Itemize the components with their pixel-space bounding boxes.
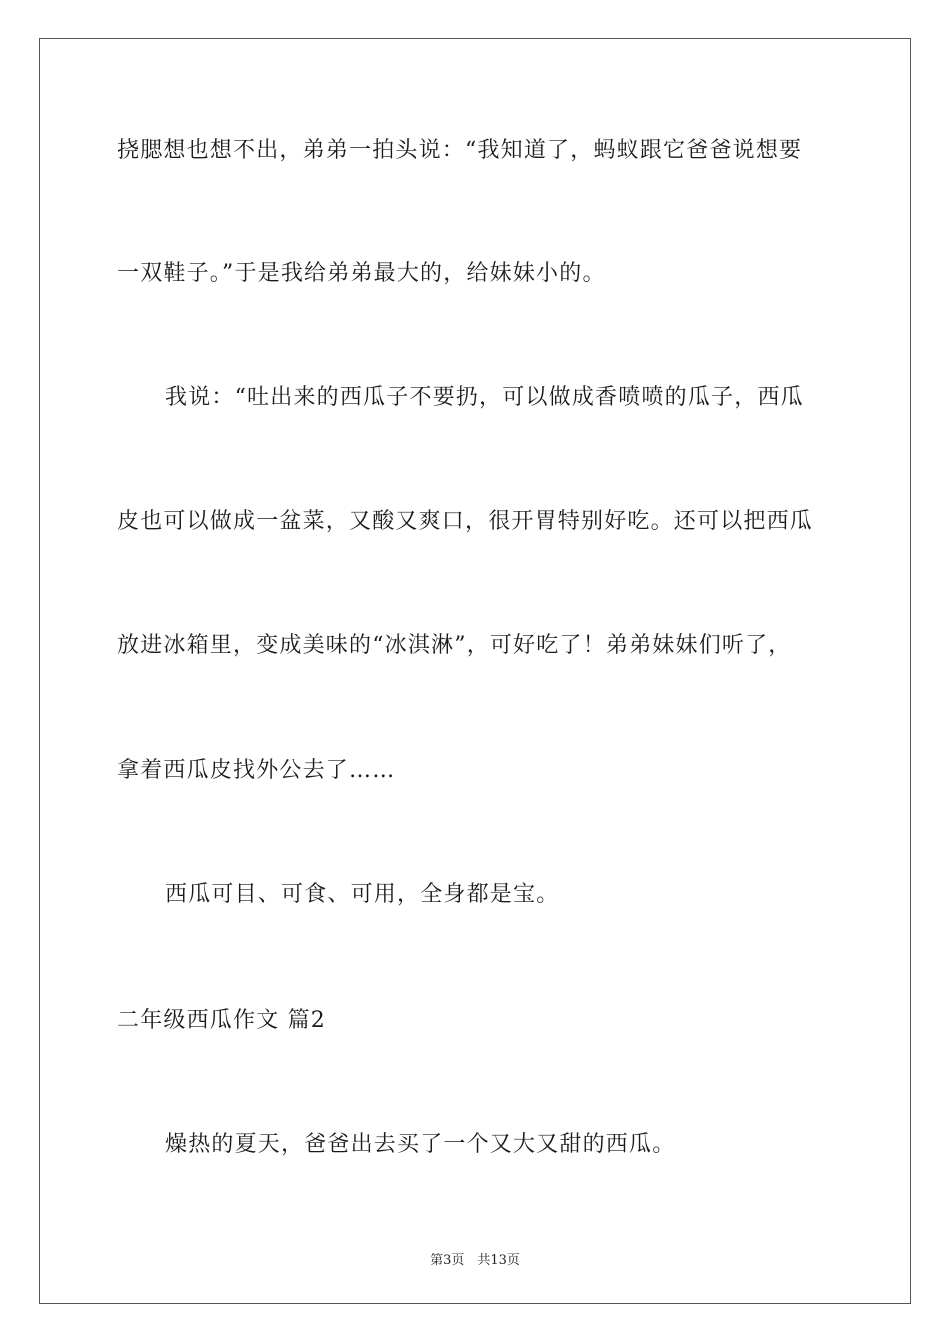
- text-line: 挠腮想也想不出，弟弟一拍头说：“我知道了，蚂蚁跟它爸爸说想要: [117, 138, 803, 163]
- paragraph-start-line: 西瓜可目、可食、可用，全身都是宝。: [165, 882, 560, 907]
- paragraph-start-line: 燥热的夏天，爸爸出去买了一个又大又甜的西瓜。: [165, 1132, 676, 1157]
- text-line: 拿着西瓜皮找外公去了……: [117, 758, 396, 783]
- paragraph-start-line: 我说：“吐出来的西瓜子不要扔，可以做成香喷喷的瓜子，西瓜: [165, 385, 804, 410]
- page-border: [39, 38, 911, 1304]
- section-heading: 二年级西瓜作文 篇2: [117, 1008, 326, 1033]
- text-line: 一双鞋子。”于是我给弟弟最大的，给妹妹小的。: [117, 261, 606, 286]
- text-line: 放进冰箱里，变成美味的“冰淇淋”，可好吃了！弟弟妹妹们听了，: [117, 633, 792, 658]
- text-line: 皮也可以做成一盆菜，又酸又爽口，很开胃特别好吃。还可以把西瓜: [117, 509, 814, 534]
- page-number-footer: 第3页 共13页: [430, 1253, 520, 1268]
